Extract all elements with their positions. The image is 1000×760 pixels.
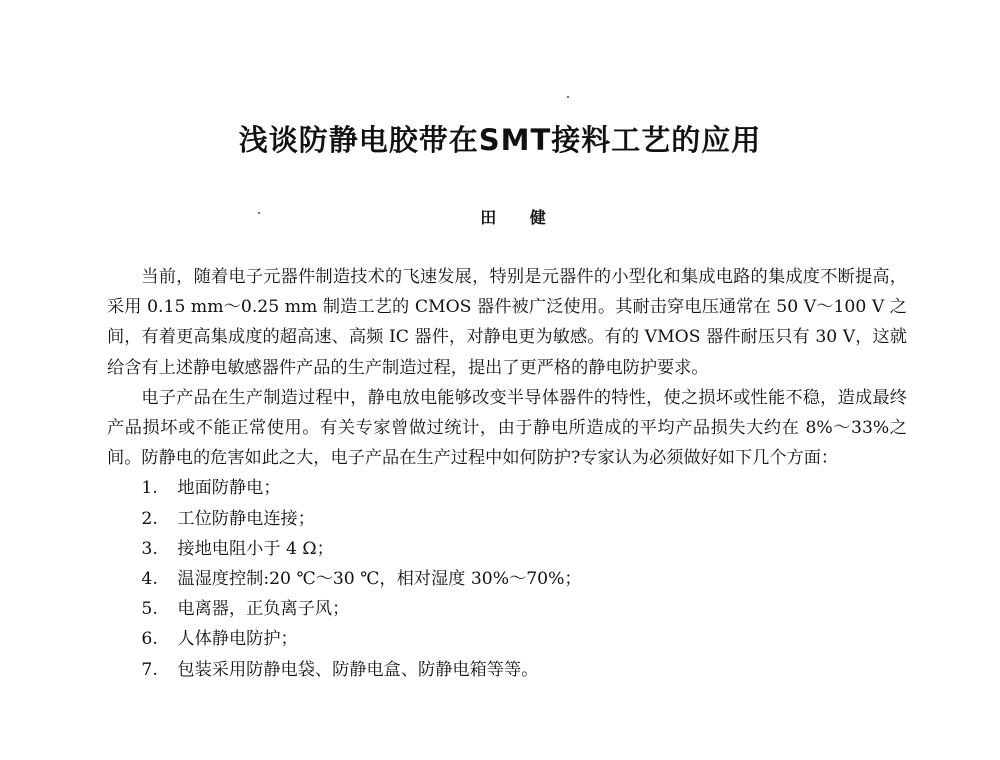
list-number: 1. [141, 478, 158, 499]
list-number: 2. [141, 508, 158, 529]
scan-speck [567, 96, 569, 98]
list-item [107, 655, 907, 685]
list-text: 地面防静电； [177, 478, 281, 499]
list-item [107, 473, 907, 503]
article-title: 浅谈防静电胶带在SMT接料工艺的应用 [238, 123, 762, 157]
list-number: 4. [141, 569, 158, 590]
article-body [107, 262, 907, 685]
list-number: 5. [141, 599, 158, 620]
list-item [107, 624, 907, 654]
list-item [107, 504, 907, 534]
list-text: 温湿度控制:20 ℃～30 ℃，相对湿度 30%～70%； [177, 569, 582, 590]
paragraph: 当前，随着电子元器件制造技术的飞速发展，特别是元器件的小型化和集成电路的集成度不断提高，采用 0.15 mm～0.25 mm 制造工艺的 CMOS 器件被广泛使用。其耐击穿电压通常在 50 V～100 V 之间，有着更高集成度的超高速、高频 IC 器件，对静电更为敏感。有的 VMOS 器件耐压只有 30 V，这就给含有上述静电敏感器件产品的生产制造过程，提出了更严格的静电防护要求。 [107, 267, 907, 378]
list-number: 7. [141, 659, 158, 680]
list-number: 3. [141, 538, 158, 559]
paragraph: 电子产品在生产制造过程中，静电放电能够改变半导体器件的特性，使之损坏或性能不稳，造成最终产品损坏或不能正常使用。有关专家曾做过统计，由于静电所造成的平均产品损失大约在 8%～33%之间。防静电的危害如此之大，电子产品在生产过程中如何防护?专家认为必须做好如下几个方面： [107, 387, 907, 469]
list-item [107, 564, 907, 594]
list-text: 工位防静电连接； [177, 508, 315, 529]
list-text: 电离器，正负离子风； [177, 599, 350, 620]
article-author: 田 健 [480, 208, 560, 227]
list-text: 包装采用防静电袋、防静电盒、防静电箱等等。 [177, 659, 539, 680]
list-item [107, 534, 907, 564]
protection-list [107, 473, 907, 684]
list-text: 接地电阻小于 4 Ω； [177, 538, 334, 559]
list-text: 人体静电防护； [177, 629, 298, 650]
list-number: 6. [141, 629, 158, 650]
list-item [107, 594, 907, 624]
